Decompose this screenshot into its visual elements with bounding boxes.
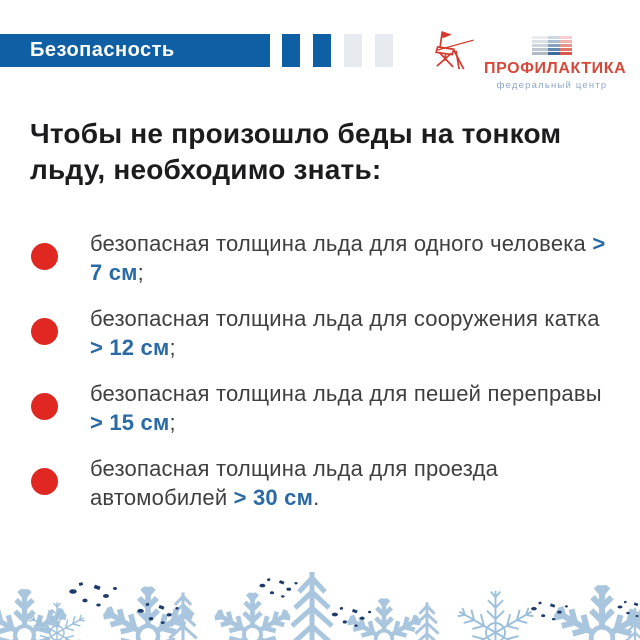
thickness-value: > 7 см (90, 231, 606, 285)
thickness-value: > 15 см (90, 410, 170, 435)
square-blue-1 (282, 34, 300, 67)
section-banner (0, 34, 270, 67)
list-item-text: безопасная толщина льда для одного человека > 7 см; (90, 231, 606, 285)
square-gray-1 (344, 34, 362, 67)
square-blue-2 (313, 34, 331, 67)
snow-speckles-icon (55, 557, 130, 632)
bullet-dot-icon (31, 318, 58, 345)
thickness-value: > 30 см (233, 485, 314, 510)
logo-subtitle: федеральный центр (496, 79, 608, 91)
list-item-text: безопасная толщина льда для пешей переправы > 15 см; (90, 381, 602, 435)
bullet-dot-icon (31, 468, 58, 495)
list-item (31, 379, 616, 437)
list-item (31, 229, 616, 287)
list-item (31, 454, 616, 512)
logo-title: ПРОФИЛАКТИКА (484, 59, 627, 77)
snowflake-decoration-band (0, 550, 640, 640)
snow-speckles-icon (608, 584, 640, 634)
square-gray-2 (375, 34, 393, 67)
banner-decorative-squares (282, 34, 393, 67)
bullet-dot-icon (31, 243, 58, 270)
list-item-text: безопасная толщина льда для сооружения катка > 12 см; (90, 306, 600, 360)
profilaktika-logo (484, 26, 627, 91)
thickness-value: > 12 см (90, 335, 170, 360)
medical-chair-icon (430, 25, 476, 75)
safety-thickness-list (31, 229, 616, 529)
bullet-dot-icon (31, 393, 58, 420)
snow-speckles-icon (248, 558, 308, 618)
snow-speckles-icon (125, 581, 190, 640)
section-title: Безопасность (30, 39, 175, 61)
snow-speckles-icon (320, 586, 382, 640)
list-item-text: безопасная толщина льда для проезда автомобилей > 30 см. (90, 456, 499, 510)
snow-speckles-icon (520, 582, 578, 640)
mosaic-grid-icon (532, 36, 571, 55)
page-title: Чтобы не произошло беды на тонком льду, необходимо знать: (30, 118, 562, 185)
list-item (31, 304, 616, 362)
